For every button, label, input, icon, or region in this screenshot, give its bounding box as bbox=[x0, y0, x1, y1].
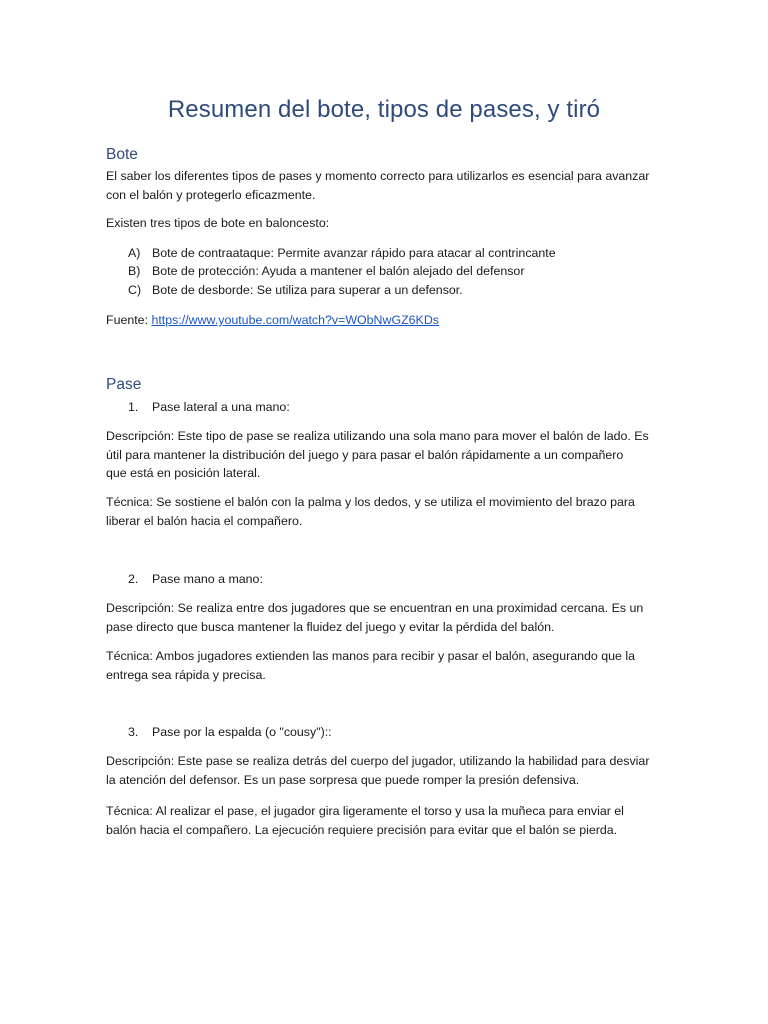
document-title: Resumen del bote, tipos de pases, y tiró bbox=[167, 96, 601, 123]
source-link[interactable]: https://www.youtube.com/watch?v=WObNwGZ6KDs bbox=[151, 313, 439, 327]
list-marker: B) bbox=[128, 264, 141, 278]
description-line: Descripción: Este tipo de pase se realiza utilizando una sola mano para mover el balón de lado. Es bbox=[106, 429, 649, 443]
description-line: que está en posición lateral. bbox=[106, 466, 261, 480]
bote-intro-line-2: con el balón y protegerlo eficazmente. bbox=[106, 188, 316, 202]
list-marker: 3. bbox=[128, 725, 139, 739]
section-heading-bote: Bote bbox=[106, 146, 138, 163]
description-line: la atención del defensor. Es un pase sorpresa que puede romper la presión defensiva. bbox=[106, 773, 580, 787]
description-line: Descripción: Se realiza entre dos jugadores que se encuentran en una proximidad cercana. Es un bbox=[106, 601, 644, 615]
technique-line: Técnica: Al realizar el pase, el jugador gira ligeramente el torso y usa la muñeca para enviar el bbox=[106, 804, 624, 818]
technique-line: Técnica: Ambos jugadores extienden las manos para recibir y pasar el balón, asegurando que la bbox=[106, 649, 635, 663]
source-label: Fuente: bbox=[106, 313, 152, 327]
technique-line: liberar el balón hacia el compañero. bbox=[106, 514, 303, 528]
list-item-text: Pase mano a mano: bbox=[152, 572, 263, 586]
bote-types-intro: Existen tres tipos de bote en baloncesto: bbox=[106, 216, 330, 230]
list-item-text: Bote de desborde: Se utiliza para superar a un defensor. bbox=[152, 283, 463, 297]
technique-line: balón hacia el compañero. La ejecución requiere precisión para evitar que el balón se pierda. bbox=[106, 823, 618, 837]
description-line: útil para mantener la distribución del juego y para pasar el balón rápidamente a un compañero bbox=[106, 448, 624, 462]
source-line bbox=[106, 311, 666, 330]
list-marker: C) bbox=[128, 283, 142, 297]
technique-line: entrega sea rápida y precisa. bbox=[106, 668, 266, 682]
section-heading-pase: Pase bbox=[106, 376, 142, 393]
list-item-text: Bote de protección: Ayuda a mantener el balón alejado del defensor bbox=[152, 264, 525, 278]
list-item-text: Bote de contraataque: Permite avanzar rápido para atacar al contrincante bbox=[152, 246, 556, 260]
list-marker: A) bbox=[128, 246, 141, 260]
list-item-text: Pase lateral a una mano: bbox=[152, 400, 290, 414]
technique-line: Técnica: Se sostiene el balón con la palma y los dedos, y se utiliza el movimiento del brazo para bbox=[106, 495, 635, 509]
list-marker: 2. bbox=[128, 572, 139, 586]
description-line: pase directo que busca mantener la fluidez del juego y evitar la pérdida del balón. bbox=[106, 620, 555, 634]
bote-intro-line-1: El saber los diferentes tipos de pases y momento correcto para utilizarlos es esencial para avanzar bbox=[106, 169, 650, 183]
list-marker: 1. bbox=[128, 400, 139, 414]
list-item-text: Pase por la espalda (o "cousy"):: bbox=[152, 725, 332, 739]
description-line: Descripción: Este pase se realiza detrás del cuerpo del jugador, utilizando la habilidad para desviar bbox=[106, 754, 650, 768]
